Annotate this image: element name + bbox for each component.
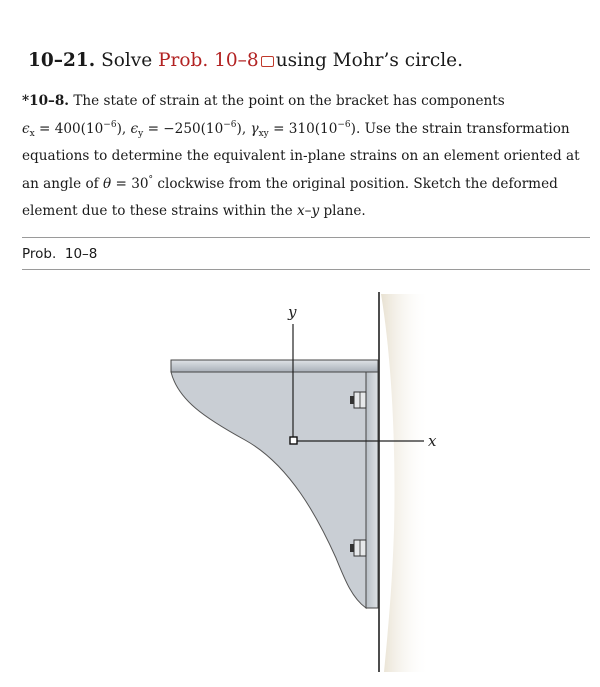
problem-line-1 — [22, 88, 582, 116]
plane-text-before: element due to these strains within the — [22, 203, 293, 219]
strain-components-equation: $\epsilon_x = 400(10^{-6})$, $\epsilon_y = -250(10^{-6})$, $\gamma_{xy} = 310(10^{-6}$ — [22, 119, 351, 139]
problem-line-4 — [22, 171, 582, 199]
epsilon-y-subscript: y — [138, 128, 144, 139]
problem-number: *10–8. — [22, 93, 70, 109]
problem-reference-link[interactable]: Prob. 10–8 — [158, 50, 259, 71]
bracket-figure — [0, 280, 600, 680]
epsilon-y-exponent: −6 — [223, 119, 237, 130]
figure-caption — [22, 246, 97, 262]
plane-x-symbol: x — [296, 203, 305, 219]
problem-intro-text: The state of strain at the point on the bracket has components — [73, 93, 505, 109]
epsilon-y-value: = −250(10 — [143, 120, 224, 137]
epsilon-x-subscript: x — [29, 128, 35, 139]
problem-statement — [22, 88, 582, 226]
bracket-gusset — [171, 372, 366, 608]
gamma-xy-symbol: γ — [250, 120, 259, 137]
theta-symbol: θ — [103, 175, 112, 192]
plane-text-after: plane. — [323, 203, 366, 219]
epsilon-x-value: = 400(10 — [34, 120, 104, 137]
epsilon-x-symbol: ϵ — [22, 120, 30, 137]
strain-element-marker — [290, 437, 297, 444]
figure-caption-number: 10–8 — [64, 246, 98, 262]
gamma-xy-exponent: −6 — [337, 119, 351, 130]
theta-value: = 30 — [111, 175, 149, 192]
plane-y-symbol: y — [311, 203, 320, 219]
epsilon-x-exponent: −6 — [103, 119, 117, 130]
exercise-number: 10–21. — [28, 50, 96, 71]
caption-bottom-divider — [22, 269, 590, 270]
heading-text-before: Solve — [101, 50, 153, 71]
gamma-xy-value: = 310(10 — [268, 120, 338, 137]
heading-text-after: using Mohr’s circle. — [275, 50, 463, 71]
gamma-xy-subscript: xy — [258, 128, 269, 139]
angle-text-before: an angle of — [22, 175, 99, 192]
plane-dash: – — [304, 203, 312, 219]
x-axis-label: x — [428, 432, 437, 450]
bracket-back-plate — [366, 372, 378, 608]
caption-top-divider — [22, 237, 590, 238]
problem-line-2 — [22, 116, 582, 144]
exercise-heading — [28, 50, 463, 71]
degree-symbol: ° — [148, 174, 154, 185]
angle-text-after: clockwise from the original position. Sketch the deformed — [157, 175, 558, 192]
problem-line-5 — [22, 198, 582, 226]
problem-line-2-tail: ). Use the strain transformation — [350, 120, 570, 137]
figure-caption-label: Prob. — [22, 246, 57, 262]
y-axis-label: y — [288, 303, 297, 321]
wall-shading — [381, 294, 430, 672]
bracket-top-flange — [171, 360, 378, 372]
problem-line-3: equations to determine the equivalent in-plane strains on an element oriented at — [22, 148, 580, 164]
epsilon-y-symbol: ϵ — [130, 120, 139, 137]
external-link-icon[interactable] — [261, 56, 274, 67]
